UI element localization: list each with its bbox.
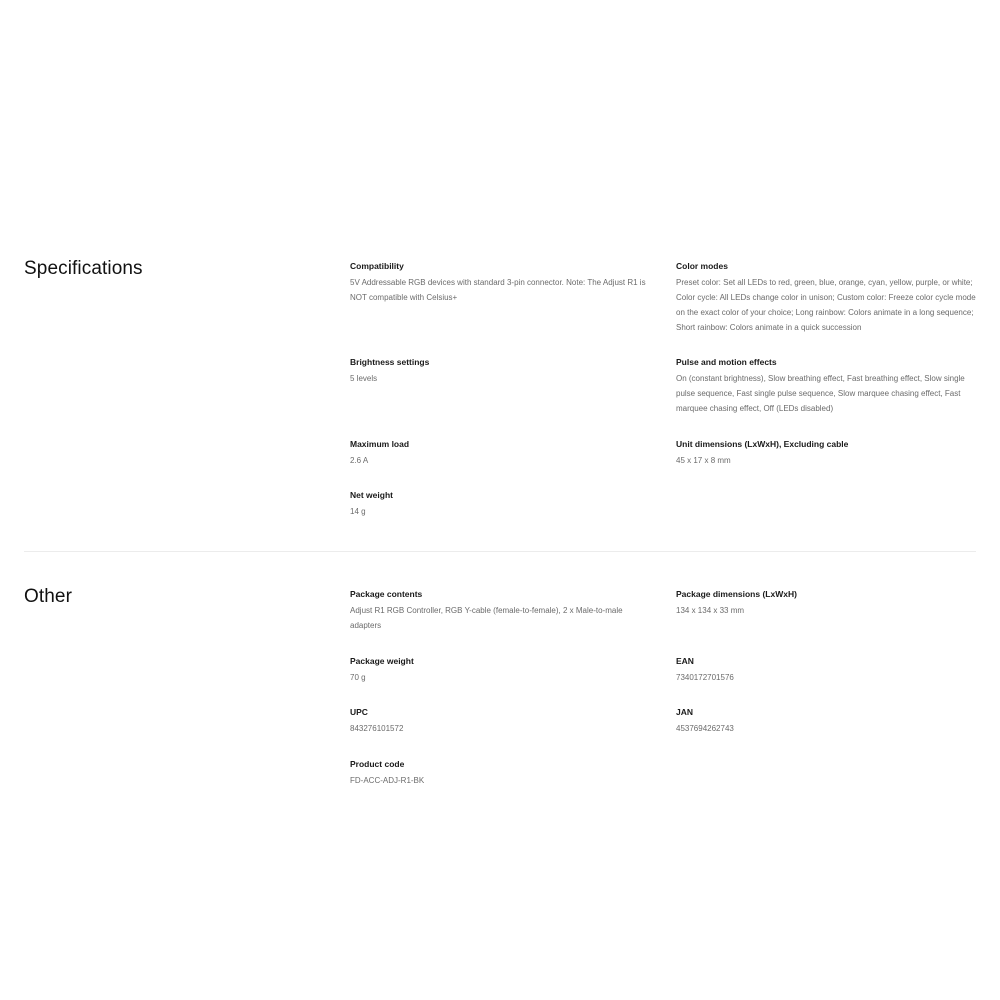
spec-ean [676, 655, 976, 685]
spec-label: Package contents [350, 589, 423, 599]
spec-value: 45 x 17 x 8 mm [676, 456, 731, 465]
spec-value: 134 x 134 x 33 mm [676, 606, 745, 615]
spec-value: 5 levels [350, 374, 378, 383]
spec-pulse-motion-effects [676, 356, 976, 416]
spec-label: UPC [350, 707, 368, 717]
spec-compatibility [350, 260, 650, 305]
spec-label: Net weight [350, 490, 393, 500]
spec-value: Preset color: Set all LEDs to red, green, blue, orange, cyan, yellow, purple, or white; Color cycle: All LEDs change color in unison; Custom color: Freeze color cycle mode on the exact color of your choice; Long rainbow: Colors animate in a long sequence; Short rainbow: Colors animate in a quick succession [676, 278, 976, 332]
spec-label: Unit dimensions (LxWxH), Excluding cable [676, 439, 849, 449]
other-title: Other [24, 586, 73, 607]
spec-value: 5V Addressable RGB devices with standard 3-pin connector. Note: The Adjust R1 is NOT compatible with Celsius+ [350, 278, 646, 302]
spec-label: Pulse and motion effects [676, 357, 777, 367]
spec-value: 2.6 A [350, 456, 369, 465]
spec-unit-dimensions [676, 438, 976, 468]
spec-label: EAN [676, 656, 694, 666]
spec-brightness-settings [350, 356, 650, 386]
spec-value: 70 g [350, 673, 366, 682]
spec-value: On (constant brightness), Slow breathing effect, Fast breathing effect, Slow single pulse sequence, Fast single pulse sequence, Slow marquee chasing effect, Fast marquee chasing effect, Off (LEDs disabled) [676, 374, 965, 413]
spec-label: Package dimensions (LxWxH) [676, 589, 797, 599]
spec-label: Package weight [350, 656, 414, 666]
spec-maximum-load [350, 438, 650, 468]
spec-label: Color modes [676, 261, 728, 271]
spec-label: JAN [676, 707, 694, 717]
spec-package-contents [350, 588, 650, 633]
spec-product-code [350, 758, 650, 788]
spec-jan [676, 706, 976, 736]
spec-label: Maximum load [350, 439, 410, 449]
spec-value: 4537694262743 [676, 724, 734, 733]
spec-color-modes [676, 260, 976, 335]
spec-package-dimensions [676, 588, 976, 618]
section-divider [24, 551, 976, 552]
spec-value: 843276101572 [350, 724, 404, 733]
spec-value: Adjust R1 RGB Controller, RGB Y-cable (female-to-female), 2 x Male-to-male adapters [350, 606, 623, 630]
spec-value: FD-ACC-ADJ-R1-BK [350, 776, 425, 785]
spec-value: 7340172701576 [676, 673, 734, 682]
spec-upc [350, 706, 650, 736]
spec-label: Brightness settings [350, 357, 430, 367]
spec-value: 14 g [350, 507, 366, 516]
specifications-title: Specifications [24, 258, 143, 279]
spec-package-weight [350, 655, 650, 685]
spec-net-weight [350, 489, 650, 519]
spec-label: Compatibility [350, 261, 404, 271]
spec-label: Product code [350, 759, 405, 769]
